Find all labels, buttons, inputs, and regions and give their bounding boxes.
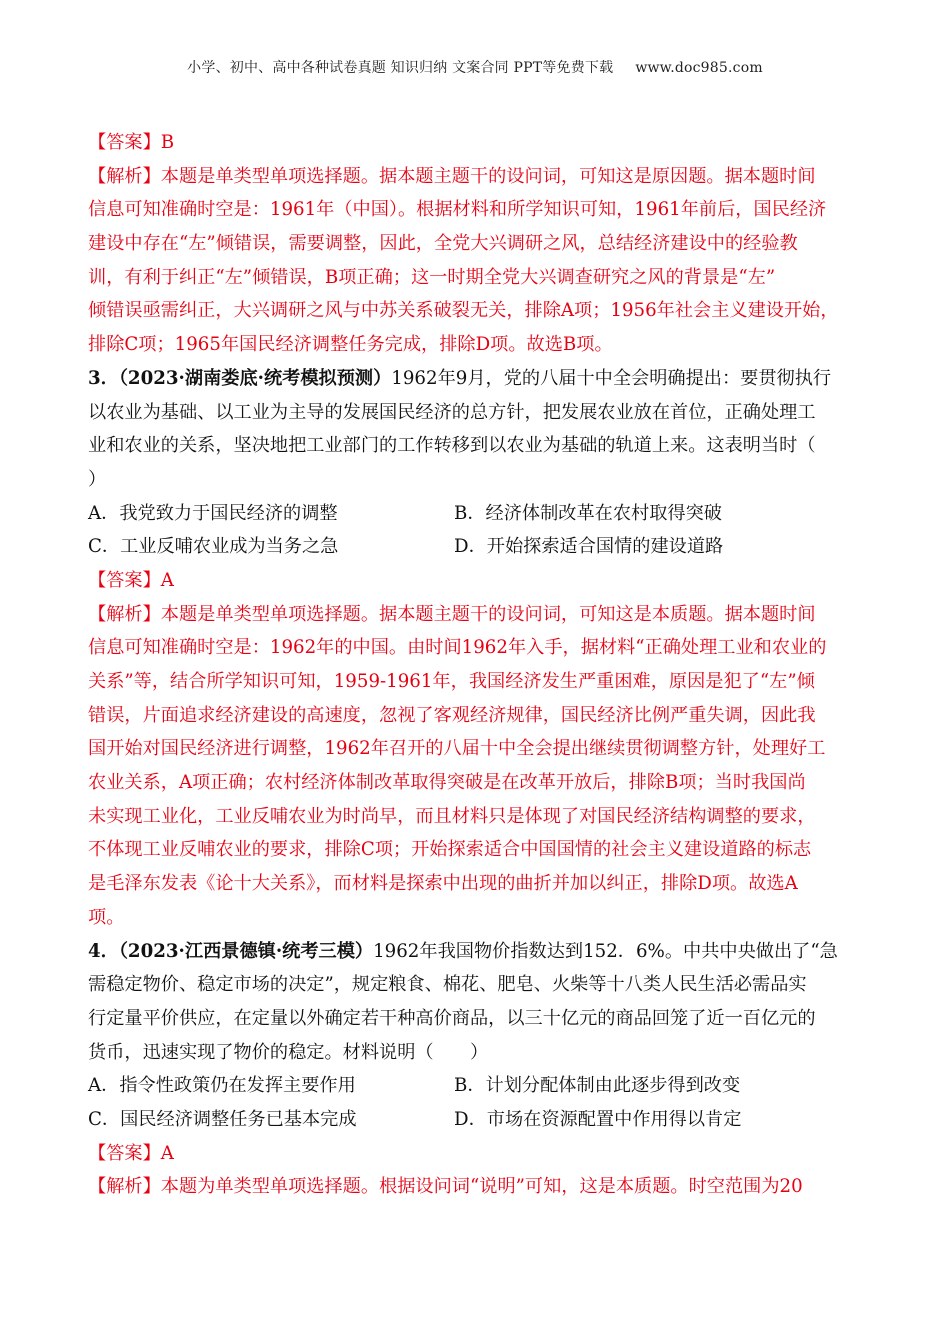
header-url[interactable]: www.doc985.com xyxy=(635,60,763,76)
analysis-line: 是毛泽东发表《论十大关系》，而材料是探索中出现的曲折并加以纠正，排除D项。故选A xyxy=(88,873,798,895)
analysis-line: 【解析】本题为单类型单项选择题。根据设问词“说明”可知，这是本质题。时空范围为20 xyxy=(88,1176,803,1198)
option-d[interactable]: D．市场在资源配置中作用得以肯定 xyxy=(454,1108,742,1130)
analysis-line: 排除C项；1965年国民经济调整任务完成，排除D项。故选B项。 xyxy=(88,334,613,356)
question-3-stem: 3．（2023·湖南娄底·统考模拟预测）1962年9月，党的八届十中全会明确提出：要贯彻执行 xyxy=(88,367,832,389)
answer-value: A xyxy=(160,569,174,591)
page-header xyxy=(0,57,950,77)
question-stem-line: 需稳定物价、稳定市场的决定”，规定粮食、棉花、肥皂、火柴等十八类人民生活必需品实 xyxy=(88,974,807,996)
answer-value: B xyxy=(160,132,175,153)
question-stem-line: 行定量平价供应，在定量以外确定若干种高价商品，以三十亿元的商品回笼了近一百亿元的 xyxy=(88,1007,816,1029)
analysis-line: 不体现工业反哺农业的要求，排除C项；开始探索适合中国国情的社会主义建设道路的标志 xyxy=(88,839,812,861)
options-row xyxy=(88,497,878,531)
header-text: 小学、初中、高中各种试卷真题 知识归纳 文案合同 PPT等免费下载 xyxy=(187,60,614,76)
analysis-line: 【解析】本题是单类型单项选择题。据本题主题干的设问词，可知这是本质题。据本题时间 xyxy=(88,603,816,625)
option-b[interactable]: B．经济体制改革在农村取得突破 xyxy=(454,502,722,524)
option-a[interactable]: A．指令性政策仍在发挥主要作用 xyxy=(88,1075,356,1097)
option-d[interactable]: D．开始探索适合国情的建设道路 xyxy=(454,536,724,558)
question-number: 4． xyxy=(88,940,119,962)
option-a[interactable]: A．我党致力于国民经济的调整 xyxy=(88,502,338,524)
analysis-label: 【解析】 xyxy=(88,165,161,187)
analysis-label: 【解析】 xyxy=(88,1176,161,1198)
analysis-line: 训，有利于纠正“左”倾错误，B项正确；这一时期全党大兴调查研究之风的背景是“左” xyxy=(88,266,776,288)
question-number: 3． xyxy=(88,367,119,389)
question-source: （2023·江西景德镇·统考三模） xyxy=(118,940,374,962)
analysis-line: 【解析】本题是单类型单项选择题。据本题主题干的设问词，可知这是原因题。据本题时间 xyxy=(88,165,816,187)
question-stem-line: 业和农业的关系，坚决地把工业部门的工作转移到以农业为基础的轨道上来。这表明当时（ xyxy=(88,435,816,457)
options-row xyxy=(88,1103,878,1137)
option-c[interactable]: C．国民经济调整任务已基本完成 xyxy=(88,1108,357,1130)
question-stem-line: ） xyxy=(88,468,107,490)
question-source: （2023·湖南娄底·统考模拟预测） xyxy=(118,367,392,389)
analysis-line: 农业关系，A项正确；农村经济体制改革取得突破是在改革开放后，排除B项；当时我国尚 xyxy=(88,772,806,794)
document-body xyxy=(88,126,878,1204)
analysis-line: 未实现工业化，工业反哺农业为时尚早，而且材料只是体现了对国民经济结构调整的要求， xyxy=(88,805,816,827)
analysis-line: 错误，片面追求经济建设的高速度，忽视了客观经济规律，国民经济比例严重失调，因此我 xyxy=(88,704,816,726)
answer-line-q2 xyxy=(88,126,878,160)
answer-line-q3 xyxy=(88,564,878,598)
analysis-line: 信息可知准确时空是：1961年（中国）。根据材料和所学知识可知，1961年前后，国民经济 xyxy=(88,199,827,221)
analysis-line: 倾错误亟需纠正，大兴调研之风与中苏关系破裂无关，排除A项；1956年社会主义建设开始， xyxy=(88,300,839,322)
question-stem-line: 货币，迅速实现了物价的稳定。材料说明（ ） xyxy=(88,1041,489,1063)
analysis-line: 信息可知准确时空是：1962年的中国。由时间1962年入手，据材料“正确处理工业和农业的 xyxy=(88,637,827,659)
analysis-line: 关系”等，结合所学知识可知，1959-1961年，我国经济发生严重困难，原因是犯了“左”倾 xyxy=(88,671,815,692)
options-row xyxy=(88,530,878,564)
answer-label: 【答案】 xyxy=(88,132,161,153)
answer-line-q4 xyxy=(88,1137,878,1171)
options-row xyxy=(88,1069,878,1103)
question-stem-line: 以农业为基础、以工业为主导的发展国民经济的总方针，把发展农业放在首位，正确处理工 xyxy=(88,401,816,423)
answer-value: A xyxy=(160,1142,174,1164)
option-b[interactable]: B．计划分配体制由此逐步得到改变 xyxy=(454,1075,741,1097)
question-4-stem: 4．（2023·江西景德镇·统考三模）1962年我国物价指数达到152．6%。中共中央做出了“急 xyxy=(88,940,838,962)
answer-label: 【答案】 xyxy=(88,1142,161,1164)
option-c[interactable]: C．工业反哺农业成为当务之急 xyxy=(88,536,339,558)
analysis-label: 【解析】 xyxy=(88,603,161,625)
answer-label: 【答案】 xyxy=(88,569,161,591)
analysis-line: 建设中存在“左”倾错误，需要调整，因此，全党大兴调研之风，总结经济建设中的经验教 xyxy=(88,233,798,255)
analysis-line: 项。 xyxy=(88,906,125,928)
analysis-line: 国开始对国民经济进行调整，1962年召开的八届十中全会提出继续贯彻调整方针，处理好工 xyxy=(88,738,826,760)
